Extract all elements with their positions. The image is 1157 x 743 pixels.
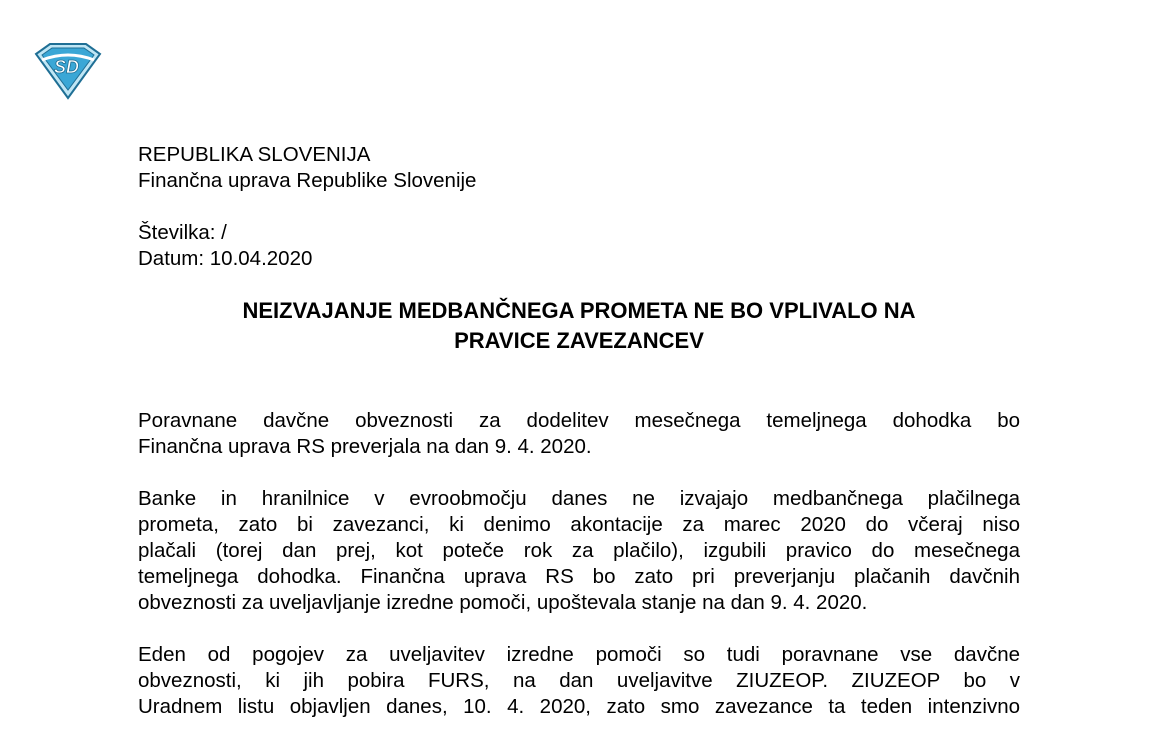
paragraph-line: Eden od pogojev za uveljavitev izredne pomoči so tudi poravnane vse davčne bbox=[138, 643, 1020, 666]
document-body bbox=[138, 142, 1020, 720]
paragraph-line: obveznosti za uveljavljanje izredne pomoči, upoštevala stanje na dan 9. 4. 2020. bbox=[138, 591, 868, 614]
paragraph-line: Banke in hranilnice v evroobmočju danes ne izvajajo medbančnega plačilnega bbox=[138, 487, 1020, 510]
paragraph-3 bbox=[138, 642, 1020, 720]
title-line-1: NEIZVAJANJE MEDBANČNEGA PROMETA NE BO VPLIVALO NA bbox=[242, 298, 916, 323]
title-line-2: PRAVICE ZAVEZANCEV bbox=[454, 328, 704, 353]
paragraph-1 bbox=[138, 408, 1020, 460]
document-number: Številka: / bbox=[138, 221, 227, 244]
header-country: REPUBLIKA SLOVENIJA bbox=[138, 143, 371, 166]
paragraph-line: Finančna uprava RS preverjala na dan 9. 4. 2020. bbox=[138, 435, 592, 458]
document-date: Datum: 10.04.2020 bbox=[138, 247, 313, 270]
logo-letters: SD bbox=[54, 57, 80, 77]
paragraph-line: temeljnega dohodka. Finančna uprava RS bo zato pri preverjanju plačanih davčnih bbox=[138, 565, 1020, 588]
paragraph-line: obveznosti, ki jih pobira FURS, na dan uveljavitve ZIUZEOP. ZIUZEOP bo v bbox=[138, 669, 1020, 692]
diamond-logo-icon bbox=[30, 40, 104, 100]
header-agency: Finančna uprava Republike Slovenije bbox=[138, 169, 477, 192]
paragraph-2 bbox=[138, 486, 1020, 616]
paragraph-line: Poravnane davčne obveznosti za dodelitev mesečnega temeljnega dohodka bo bbox=[138, 409, 1020, 432]
paragraph-line: prometa, zato bi zavezanci, ki denimo akontacije za marec 2020 do včeraj niso bbox=[138, 513, 1020, 536]
paragraph-line: plačali (torej dan prej, kot poteče rok za plačilo), izgubili pravico do mesečnega bbox=[138, 539, 1020, 562]
paragraph-line: Uradnem listu objavljen danes, 10. 4. 2020, zato smo zavezance ta teden intenzivno bbox=[138, 695, 1020, 718]
